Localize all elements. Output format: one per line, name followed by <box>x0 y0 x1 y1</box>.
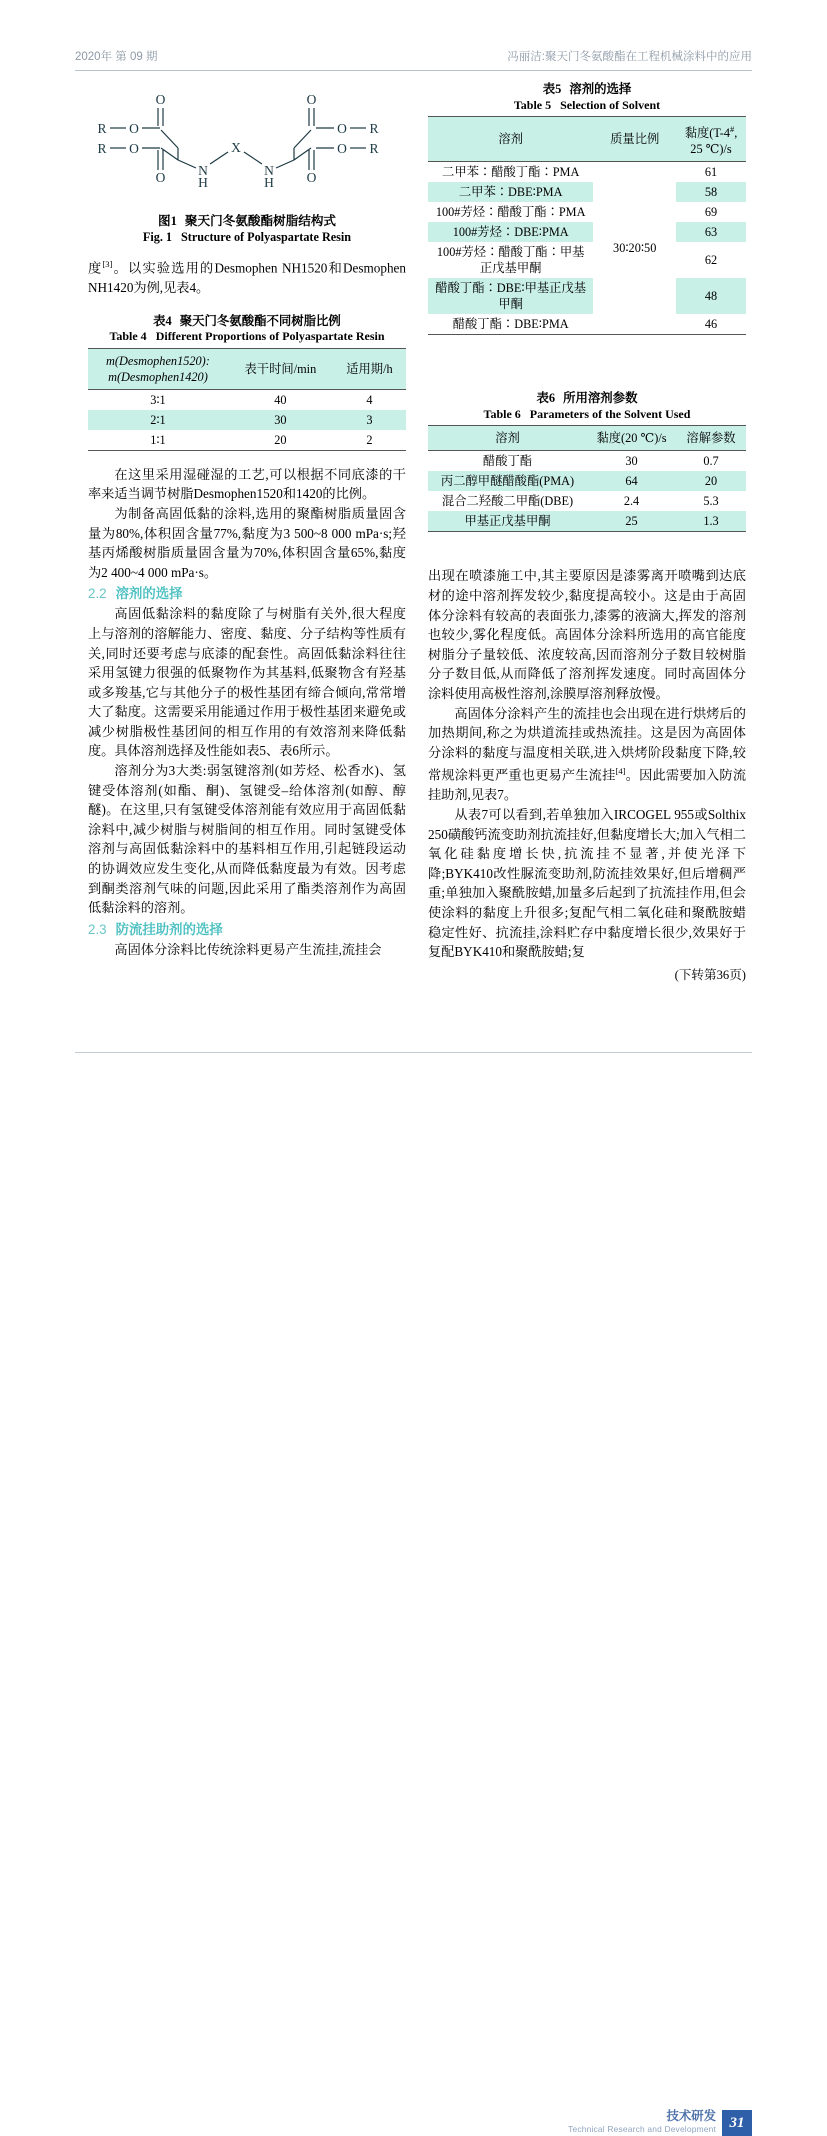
table-6-cell-solubility: 1.3 <box>703 514 719 529</box>
table-5-title-en: Selection of Solvent <box>560 97 661 112</box>
table-6-col-header-solubility: 溶解参数 <box>686 431 736 446</box>
footer-section-cn: 技术研发 <box>666 2109 716 2123</box>
atom-label-R: R <box>369 121 379 136</box>
table-5-cell-solvent: 二甲苯∶醋酸丁酯∶PMA <box>442 165 580 180</box>
table-5-viscosity-line1: 黏度(T-4 <box>684 126 731 141</box>
table-5-cell-solvent: 100#芳烃∶醋酸丁酯∶甲基正戊基甲酮 <box>436 245 585 276</box>
page-number-badge: 31 <box>722 2110 752 2136</box>
table-row <box>88 389 406 410</box>
table-4-cell-drytime: 40 <box>274 392 287 407</box>
right-column <box>428 82 746 995</box>
table-row <box>428 202 746 222</box>
table-4-col-header-ratio-line1: m(Desmophen1520): <box>106 353 210 368</box>
table-5-col-header-solvent: 溶剂 <box>498 132 523 147</box>
table-row <box>428 451 746 472</box>
table-5-col-header-ratio: 质量比例 <box>610 132 660 147</box>
table-6-cell-viscosity: 25 <box>625 514 638 529</box>
table-6-cell-solvent: 丙二醇甲醚醋酸酯(PMA) <box>440 474 575 489</box>
atom-label-X: X <box>231 140 241 155</box>
atom-label-N: N <box>198 163 208 178</box>
table-4-cell-ratio: 2∶1 <box>150 412 166 427</box>
table-5-caption <box>428 82 746 113</box>
atom-label-N: N <box>264 163 274 178</box>
table-row <box>88 410 406 430</box>
figure-1-caption <box>88 214 406 245</box>
table-5-cell-solvent: 醋酸丁酯∶DBE∶甲基正戊基甲酮 <box>428 278 593 314</box>
atom-label-O: O <box>129 141 139 156</box>
table-4-cell-potlife: 2 <box>366 432 373 447</box>
paragraph-left-6: 高固体分涂料比传统涂料更易产生流挂,流挂会 <box>114 941 382 957</box>
section-title-2-3: 防流挂助剂的选择 <box>115 921 223 937</box>
figure-1 <box>88 82 406 210</box>
header-issue: 2020年 第 09 期 <box>75 51 158 63</box>
table-5-head <box>428 117 746 162</box>
table-5 <box>428 116 746 335</box>
paragraph-left-1 <box>88 255 406 298</box>
atom-label-O: O <box>337 141 347 156</box>
paragraph-left-2: 在这里采用湿碰湿的工艺,可以根据不同底漆的干率来适当调节树脂Desmophen1520和1420的比例。 <box>88 466 406 502</box>
table-4-col-header-drytime: 表干时间/min <box>244 361 317 376</box>
figure-1-title-cn: 聚天门冬氨酸酯树脂结构式 <box>184 214 336 228</box>
paragraph-right-1: 出现在喷漆施工中,其主要原因是漆雾离开喷嘴到达底材的途中溶剂挥发较少,黏度提高较小。这是由于高固体分涂料有较高的表面张力,漆雾的液滴大,挥发的溶剂也较少,雾化程度低。高固体分涂料所选用的高官能度树脂分子量较低、浓度较高,因而溶剂分子数目较树脂分子数目低,从而降低了溶剂挥发速度。同时高固体分涂料使用高极性溶剂,涂膜厚溶剂释放慢。 <box>428 568 746 702</box>
table-5-cell-viscosity: 46 <box>704 317 718 332</box>
table-5-cell-viscosity: 58 <box>676 182 746 202</box>
table-row <box>428 278 746 314</box>
table-4-head <box>88 348 406 389</box>
running-header <box>75 48 752 64</box>
table-row <box>428 511 746 532</box>
table-6-cell-viscosity: 64 <box>625 474 638 489</box>
table-6-cell-solubility: 5.3 <box>703 494 719 509</box>
table-6-cell-solvent: 混合二羟酸二甲酯(DBE) <box>441 494 574 509</box>
table-6-cell-viscosity: 2.4 <box>623 494 640 509</box>
section-title-2-2: 溶剂的选择 <box>115 586 183 602</box>
table-4-header-row <box>88 348 406 389</box>
figure-1-title-en: Structure of Polyaspartate Resin <box>181 229 352 244</box>
table-5-viscosity-sup: # <box>730 124 735 135</box>
table-4-col-header-ratio-line2: m(Desmophen1420) <box>108 369 208 384</box>
polyaspartate-structure-svg <box>88 82 406 208</box>
table-5-label-en: Table 5 <box>513 97 552 112</box>
atom-label-R: R <box>369 141 379 156</box>
table-5-body <box>428 162 746 335</box>
table-6-title-en: Parameters of the Solvent Used <box>529 406 691 421</box>
table-4-title-en: Different Proportions of Polyaspartate Resin <box>155 329 385 344</box>
table-row <box>428 182 746 202</box>
table-6-cell-solubility: 20 <box>704 474 718 489</box>
table-4-caption <box>88 314 406 345</box>
table-4-title-cn: 聚天门冬氨酸酯不同树脂比例 <box>179 313 341 328</box>
table-4-cell-potlife: 4 <box>366 392 373 407</box>
paragraph-left-5: 溶剂分为3大类:弱氢键溶剂(如芳烃、松香水)、氢键受体溶剂(如酯、酮)、氢键受–给体溶剂(如醇、醇醚)。在这里,只有氢键受体溶剂能有效应用于高固低黏涂料中,减少树脂与树脂间的相互作用。同时氢键受体溶剂与高固低黏涂料中的基料相互作用,引起链段运动的协调效应发生变化,从而降低黏度最为有效。因考虑到酮类溶剂气味的问题,因此采用了酯类溶剂作为高固低黏涂料的溶剂。 <box>88 763 406 916</box>
header-divider <box>75 70 752 71</box>
table-6-label-en: Table 6 <box>483 406 521 421</box>
table-6-caption <box>428 391 746 422</box>
table-4-cell-drytime: 30 <box>274 412 287 427</box>
table-5-cell-viscosity: 62 <box>704 253 718 268</box>
table-5-cell-viscosity: 69 <box>704 205 718 220</box>
table-4-label-en: Table 4 <box>109 329 147 344</box>
table-row <box>428 314 746 335</box>
table-4-cell-ratio: 3∶1 <box>150 392 166 407</box>
reference-marker-3: [3] <box>102 259 113 269</box>
table-5-label-cn: 表5 <box>542 82 562 96</box>
paragraph-left-1-b: 。以实验选用的Desmophen NH1520和Desmophen NH1420为例,见表4。 <box>88 260 406 295</box>
table-row <box>428 471 746 491</box>
table-4-label-cn: 表4 <box>153 313 172 328</box>
table-4-col-header-potlife: 适用期/h <box>346 361 393 376</box>
table-5-title-cn: 溶剂的选择 <box>569 82 632 96</box>
paragraph-left-3: 为制备高固低黏的涂料,选用的聚酯树脂质量固含量为80%,体积固含量77%,黏度为3 500~8 000 mPa·s;羟基丙烯酸树脂质量固含量为70%,体积固含量65%,黏度为2 400~4 000 mPa·s。 <box>88 505 406 580</box>
table-4-cell-drytime: 20 <box>274 432 287 447</box>
table-row <box>428 222 746 242</box>
atom-label-O: O <box>306 170 317 185</box>
left-column <box>88 82 406 959</box>
footer-section-name <box>568 2110 716 2136</box>
atom-label-H: H <box>264 175 274 190</box>
table-4-cell-potlife: 3 <box>366 412 373 427</box>
reference-marker-4: [4] <box>615 766 626 777</box>
table-5-viscosity-line2: 25 ℃)/s <box>690 142 732 157</box>
table-6-title-cn: 所用溶剂参数 <box>563 391 638 406</box>
table-6 <box>428 425 746 532</box>
table-4-cell-ratio: 1∶1 <box>150 432 166 447</box>
table-6-col-header-viscosity: 黏度(20 ℃)/s <box>596 431 667 446</box>
table-5-cell-viscosity: 61 <box>704 165 718 180</box>
page-footer <box>0 1052 827 2134</box>
table-5-cell-solvent: 100#芳烃∶DBE∶PMA <box>428 222 593 242</box>
table-6-cell-viscosity: 30 <box>625 454 638 469</box>
atom-label-O: O <box>155 92 166 107</box>
atom-label-O: O <box>129 121 139 136</box>
table-6-head <box>428 426 746 451</box>
table-4-body <box>88 389 406 450</box>
atom-label-O: O <box>155 170 166 185</box>
table-5-viscosity-comma: , <box>734 126 738 141</box>
atom-label-O: O <box>306 92 317 107</box>
figure-1-label-cn: 图1 <box>157 214 177 228</box>
continued-note: (下转第36页) <box>674 967 746 982</box>
paragraph-right-2-b: 。因此需要加入防流挂助剂,见表7。 <box>428 767 747 803</box>
table-4-col-header-ratio <box>88 348 228 389</box>
table-6-col-header-solvent: 溶剂 <box>495 431 520 446</box>
table-6-label-cn: 表6 <box>536 391 556 406</box>
footer-section-en: Technical Research and Development <box>568 2124 716 2134</box>
table-5-cell-solvent: 二甲苯∶DBE∶PMA <box>428 182 593 202</box>
paragraph-left-1-a: 度 <box>88 260 103 276</box>
table-6-cell-solvent: 醋酸丁酯 <box>482 454 533 469</box>
table-6-header-row <box>428 426 746 451</box>
paragraph-right-2 <box>428 704 746 805</box>
figure-1-label-en: Fig. 1 <box>142 229 173 244</box>
table-5-header-row <box>428 117 746 162</box>
section-heading-2-3 <box>88 920 406 939</box>
table-5-cell-solvent: 100#芳烃∶醋酸丁酯∶PMA <box>435 205 586 220</box>
paragraph-left-4: 高固低黏涂料的黏度除了与树脂有关外,很大程度上与溶剂的溶解能力、密度、黏度、分子结构等性质有关,同时还要考虑与底漆的配套性。高固低黏涂料往往采用氢键力很强的低聚物作为其基料,低聚物含有羟基或多羧基,它与其他分子的极性基团有缔合倾向,常常增大了黏度。这需要采用能通过作用于极性基团来避免或减少树脂极性基团间的相互作用的有效溶剂来降低黏度。具体溶剂选择及性能如表5、表6所示。 <box>88 606 406 759</box>
table-row <box>428 242 746 278</box>
atom-label-O: O <box>337 121 347 136</box>
table-row <box>428 491 746 511</box>
table-4 <box>88 348 406 451</box>
table-5-cell-solvent: 醋酸丁酯∶DBE∶PMA <box>452 317 569 332</box>
atom-label-R: R <box>97 141 107 156</box>
paragraph-right-3: 从表7可以看到,若单独加入IRCOGEL 955或Solthix 250磺酸钙流变助剂抗流挂好,但黏度增长大;加入气相二氧化硅黏度增长快,抗流挂不显著,并使光泽下降;BYK410改性脲流变助剂,防流挂效果好,但后增稠严重;单独加入聚酰胺蜡,加量多后起到了抗流挂作用,但会使涂料的黏度上升很多;复配气相二氧化硅和聚酰胺蜡稳定性好、抗流挂,涂料贮存中黏度增长很少,效果好于复配BYK410和聚酰胺蜡;复 <box>428 806 746 960</box>
section-heading-2-2 <box>88 584 406 603</box>
table-5-cell-viscosity: 63 <box>676 222 746 242</box>
atom-label-H: H <box>198 175 208 190</box>
table-6-cell-solubility: 0.7 <box>703 454 719 469</box>
atom-label-R: R <box>97 121 107 136</box>
section-number-2-3: 2.3 <box>88 921 107 937</box>
section-number-2-2: 2.2 <box>88 586 107 602</box>
table-6-cell-solvent: 甲基正戊基甲酮 <box>464 514 551 529</box>
table-row <box>428 162 746 183</box>
table-5-cell-mass-ratio: 30∶20∶50 <box>613 241 657 256</box>
table-5-cell-viscosity: 48 <box>676 278 746 314</box>
table-5-col-header-viscosity <box>676 117 746 162</box>
header-article-title: 冯丽洁:聚天门冬氨酸酯在工程机械涂料中的应用 <box>507 51 752 63</box>
paragraph-right-2-a: 高固体分涂料产生的流挂也会出现在进行烘烤后的加热期间,称之为烘道流挂或热流挂。这是因为高固体分涂料的黏度与温度相关联,进入烘烤阶段黏度下降,较常规涂料更严重也更易产生流挂 <box>428 705 746 783</box>
table-6-body <box>428 451 746 532</box>
table-row <box>88 430 406 451</box>
